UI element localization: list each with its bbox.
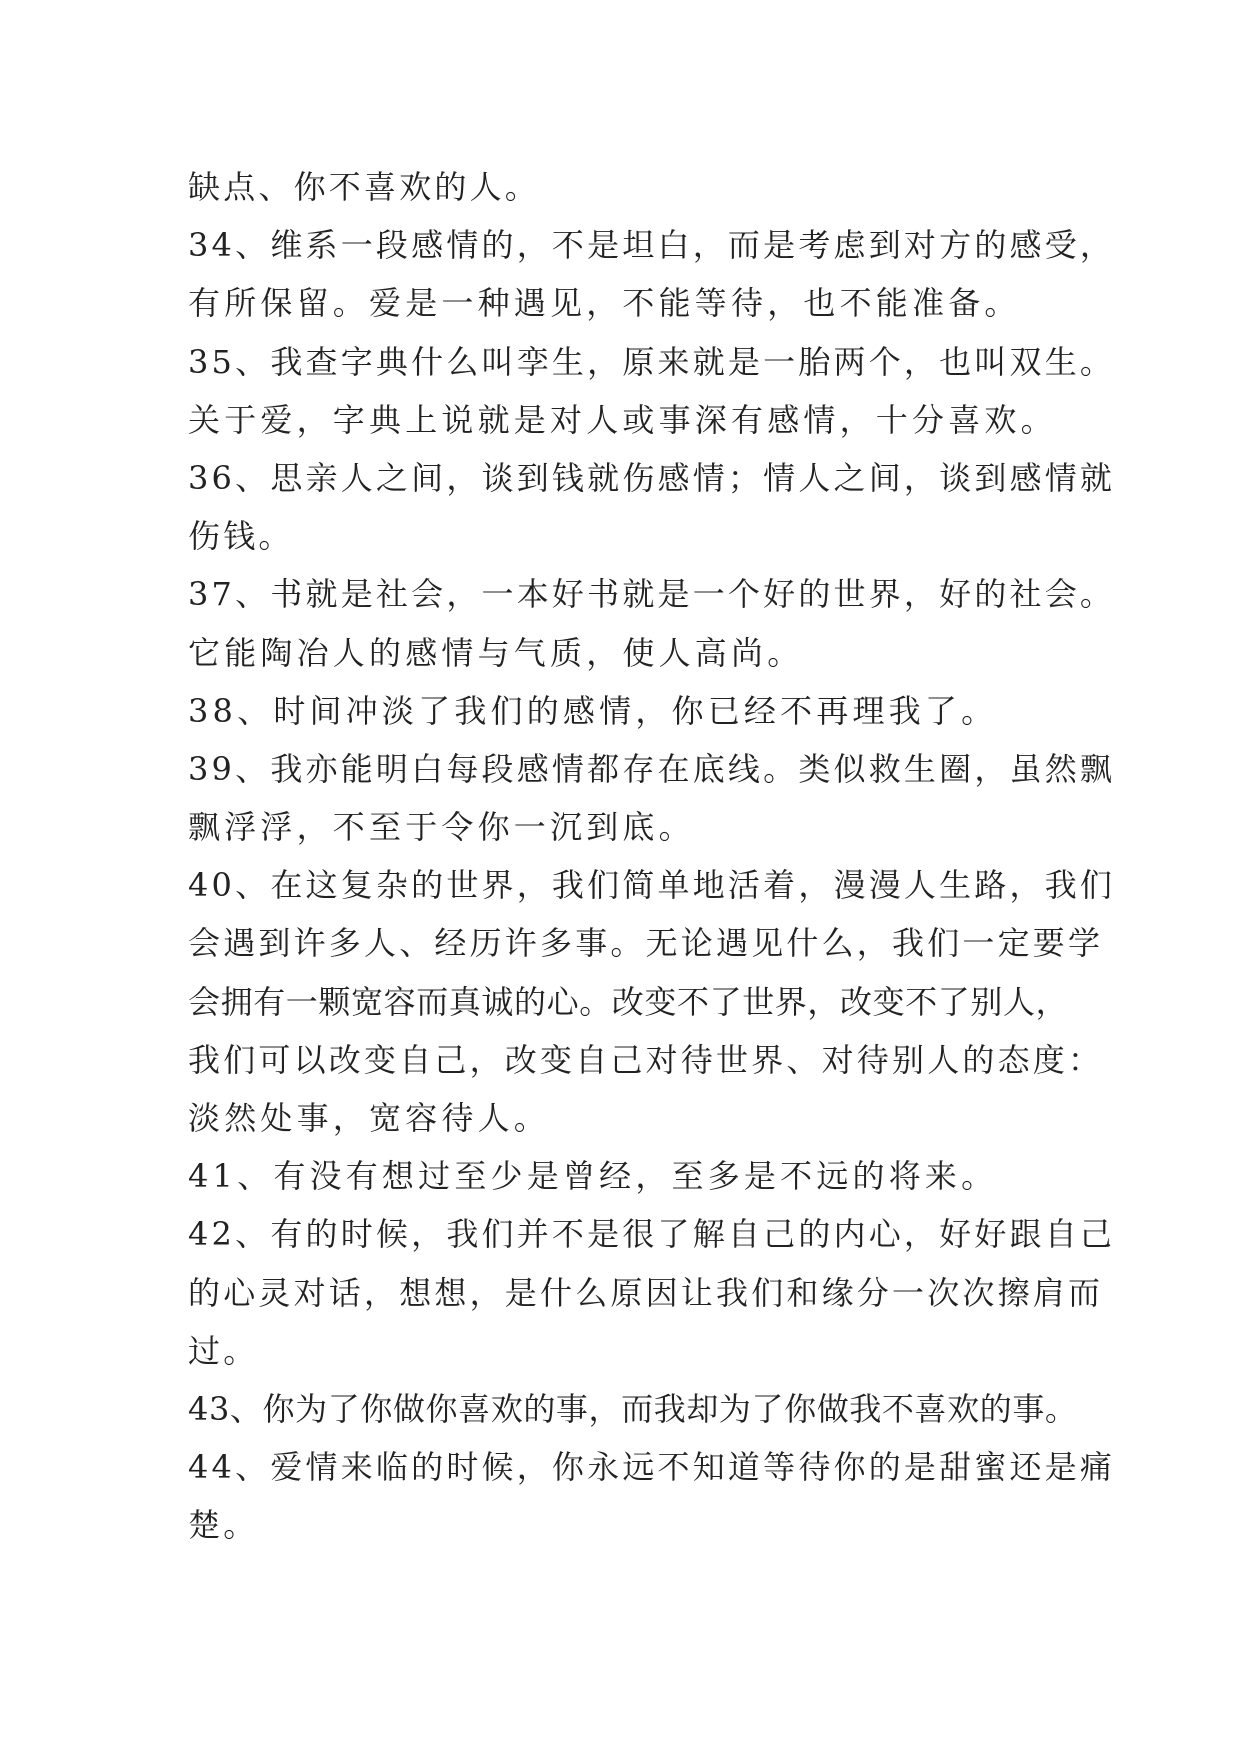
text-line: 它能陶冶人的感情与气质，使人高尚。 bbox=[188, 633, 804, 672]
text-line: 36、思亲人之间，谈到钱就伤感情；情人之间，谈到感情就 bbox=[188, 458, 1116, 497]
text-line: 关于爱，字典上说就是对人或事深有感情，十分喜欢。 bbox=[188, 400, 1057, 439]
text-line: 41、有没有想过至少是曾经，至多是不远的将来。 bbox=[188, 1157, 998, 1196]
text-line: 37、书就是社会，一本好书就是一个好的世界，好的社会。 bbox=[188, 575, 1116, 614]
text-line: 有所保留。爱是一种遇见，不能等待，也不能准备。 bbox=[188, 284, 1021, 323]
text-line: 淡然处事，宽容待人。 bbox=[188, 1099, 551, 1137]
text-line: 缺点、你不喜欢的人。 bbox=[188, 168, 541, 206]
text-line: 34、维系一段感情的，不是坦白，而是考虑到对方的感受， bbox=[188, 226, 1116, 265]
text-line: 44、爱情来临的时候，你永远不知道等待你的是甜蜜还是痛 bbox=[188, 1448, 1116, 1487]
text-line: 伤钱。 bbox=[188, 517, 294, 556]
text-line: 楚。 bbox=[188, 1506, 259, 1545]
text-line: 39、我亦能明白每段感情都存在底线。类似救生圈，虽然飘 bbox=[188, 749, 1116, 788]
text-line: 35、我查字典什么叫孪生，原来就是一胎两个，也叫双生。 bbox=[188, 342, 1116, 381]
text-line: 42、有的时候，我们并不是很了解自己的内心，好好跟自己 bbox=[188, 1215, 1116, 1254]
text-line: 38、时间冲淡了我们的感情，你已经不再理我了。 bbox=[188, 691, 998, 730]
text-line: 飘浮浮，不至于令你一沉到底。 bbox=[188, 808, 695, 847]
text-line: 的心灵对话，想想，是什么原因让我们和缘分一次次擦肩而 bbox=[188, 1273, 1104, 1312]
text-line: 会遇到许多人、经历许多事。无论遇见什么，我们一定要学 bbox=[188, 924, 1104, 963]
text-line: 40、在这复杂的世界，我们简单地活着，漫漫人生路，我们 bbox=[188, 866, 1116, 905]
document-body bbox=[188, 158, 1116, 1555]
text-line: 我们可以改变自己，改变自己对待世界、对待别人的态度： bbox=[188, 1040, 1104, 1079]
text-line: 会拥有一颗宽容而真诚的心。改变不了世界，改变不了别人， bbox=[188, 982, 1069, 1021]
text-line: 43、你为了你做你喜欢的事，而我却为了你做我不喜欢的事。 bbox=[188, 1389, 1078, 1428]
text-line: 过。 bbox=[188, 1331, 259, 1370]
